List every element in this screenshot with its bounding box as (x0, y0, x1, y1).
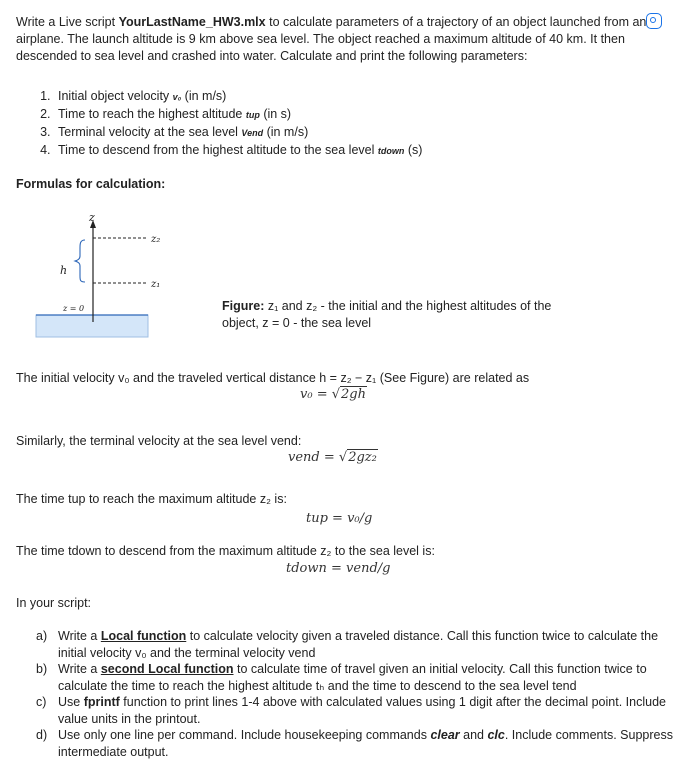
list-item (54, 124, 614, 142)
sea-zero-label: z = 0 (63, 304, 85, 313)
relation-line-4: The time tdown to descend from the maximum altitude z₂ to the sea level is: (16, 544, 435, 558)
list-item (54, 142, 614, 160)
z1-label: z₁ (151, 279, 161, 290)
param-text: Terminal velocity at the sea level (58, 125, 242, 139)
task-bold: clear (430, 728, 460, 742)
param-text: Time to reach the highest altitude (58, 107, 246, 121)
list-item (36, 661, 675, 694)
intro-paragraph (16, 14, 656, 65)
task-label: a) (36, 629, 48, 643)
caption-bold: Figure: (222, 299, 265, 313)
parameter-list (22, 88, 614, 160)
equation-vend: vend = √2gz₂ (288, 450, 377, 465)
task-link: Local function (100, 629, 187, 643)
param-tail: (in m/s) (263, 125, 309, 139)
param-symbol: tdown (377, 146, 405, 156)
param-symbol: Vend (241, 128, 264, 138)
param-symbol: tup (245, 110, 260, 120)
list-item (36, 727, 675, 760)
h-brace (75, 240, 85, 282)
relation-line-3: The time tup to reach the maximum altitude z₂ is: (16, 492, 287, 506)
caption-text: z₁ and z₂ - the initial and the highest altitudes of the object, z = 0 - the sea level (222, 299, 552, 330)
task-text: function to print lines 1-4 above with calculated values using 1 digit after the decimal point. Include value units in the printout. (58, 695, 666, 726)
task-bold: clc (487, 728, 505, 742)
task-link: second Local function (100, 662, 234, 676)
task-label: c) (36, 695, 47, 709)
relation-line-1: The initial velocity v₀ and the traveled vertical distance h = z₂ − z₁ (See Figure) are related as (16, 371, 530, 385)
task-label: d) (36, 728, 48, 742)
list-item (36, 694, 675, 727)
param-text: Time to descend from the highest altitude to the sea level (58, 143, 378, 157)
z2-label: z₂ (151, 234, 161, 245)
intro-rest: to calculate parameters of a trajectory of an object launched from an airplane. The launch altitude is 9 km above sea level. The object reached a maximum altitude of 40 km. It then descended to sea level and crashed into water. Calculate and print the following parameters: (16, 15, 647, 63)
param-tail: (in m/s) (181, 89, 227, 103)
formulas-heading: Formulas for calculation: (16, 177, 166, 191)
z-axis-label: z (89, 211, 95, 224)
eq2-radicand: 2gz₂ (348, 450, 377, 465)
param-tail: (s) (404, 143, 423, 157)
scan-text-icon[interactable] (646, 13, 662, 29)
intro-filename: YourLastName_HW3.mlx (118, 15, 266, 29)
task-text: to calculate velocity given a traveled distance. Call this function twice to calculate the initial velocity v₀ and the terminal velocity vend (58, 629, 659, 660)
task-bold: fprintf (83, 695, 120, 709)
intro-prefix: Write a Live script (16, 15, 119, 29)
param-text: Initial object velocity (58, 89, 173, 103)
list-item (54, 106, 614, 124)
relation-line-2: Similarly, the terminal velocity at the sea level vend: (16, 434, 302, 448)
equation-tdown: tdown = vend/g (286, 561, 391, 576)
task-text: Use (58, 695, 84, 709)
h-label: h (60, 264, 68, 277)
param-tail: (in s) (259, 107, 292, 121)
altitude-figure (30, 208, 190, 338)
param-symbol: v₀ (172, 92, 182, 102)
task-text: Use only one line per command. Include housekeeping commands (58, 728, 431, 742)
eq1-radicand: 2gh (341, 387, 366, 402)
list-item (54, 88, 614, 106)
list-item (36, 628, 675, 661)
script-heading: In your script: (16, 596, 92, 610)
task-label: b) (36, 662, 48, 676)
task-text: Write a (58, 662, 101, 676)
task-text: to calculate time of travel given an initial velocity. Call this function twice to calculate the time to reach the highest altitude tₕ and the time to descend to the sea level tend (58, 662, 647, 693)
task-text: . Include comments. Suppress intermediate output. (58, 728, 673, 759)
figure-caption (222, 298, 562, 332)
eq1-lhs: v₀ = (300, 387, 332, 402)
task-list (26, 628, 675, 760)
task-text: and (459, 728, 488, 742)
eq2-lhs: vend = (288, 450, 339, 465)
equation-tup: tup = v₀/g (306, 511, 373, 526)
task-text: Write a (58, 629, 101, 643)
sea-rect (36, 315, 148, 337)
equation-v0: v₀ = √2gh (300, 387, 366, 402)
